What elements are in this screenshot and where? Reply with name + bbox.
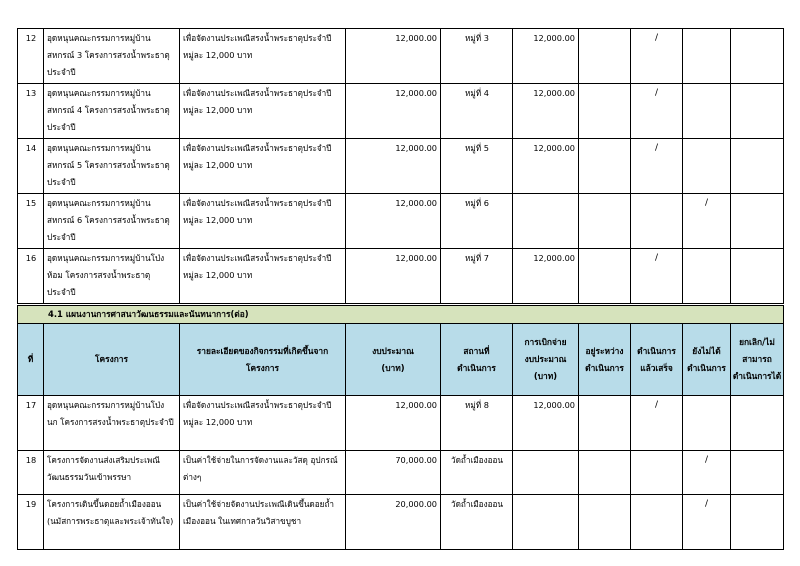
cell-done <box>631 194 683 249</box>
cell-not-started <box>683 396 731 451</box>
cell-not-started <box>683 29 731 84</box>
cell-disbursed <box>513 451 579 495</box>
section-title: 4.1 แผนงานการศาสนาวัฒนธรรมและนันทนาการ(ต่อ) <box>18 306 784 324</box>
cell-project: โครงการเดินขึ้นดอยถ้ำเมืองออน (นมัสการพระธาตุและพระเจ้าทันใจ) <box>44 495 180 550</box>
cell-disbursed: 12,000.00 <box>513 84 579 139</box>
cell-cancelled <box>731 194 784 249</box>
header-place: สถานที่ ดำเนินการ <box>441 324 513 396</box>
cell-disbursed: 12,000.00 <box>513 29 579 84</box>
cell-place: หมู่ที่ 4 <box>441 84 513 139</box>
cell-in-progress <box>579 84 631 139</box>
cell-in-progress <box>579 495 631 550</box>
cell-no: 13 <box>18 84 44 139</box>
cell-in-progress <box>579 29 631 84</box>
cell-not-started <box>683 139 731 194</box>
table-row <box>18 396 784 451</box>
cell-not-started <box>683 84 731 139</box>
table-row <box>18 495 784 550</box>
header-in-progress: อยู่ระหว่าง ดำเนินการ <box>579 324 631 396</box>
cell-cancelled <box>731 84 784 139</box>
table-row <box>18 194 784 249</box>
header-done: ดำเนินการ แล้วเสร็จ <box>631 324 683 396</box>
cell-project: อุดหนุนคณะกรรมการหมู่บ้านโป่ง ห้อม โครงการสรงน้ำพระธาตุ ประจำปี <box>44 249 180 304</box>
header-disbursed: การเบิกจ่าย งบประมาณ (บาท) <box>513 324 579 396</box>
cell-cancelled <box>731 29 784 84</box>
cell-budget: 12,000.00 <box>346 29 441 84</box>
cell-place: วัดถ้ำเมืองออน <box>441 451 513 495</box>
cell-detail: เพื่อจัดงานประเพณีสรงน้ำพระธาตุประจำปี หมู่ละ 12,000 บาท <box>180 249 346 304</box>
table-row <box>18 29 784 84</box>
cell-detail: เพื่อจัดงานประเพณีสรงน้ำพระธาตุประจำปี หมู่ละ 12,000 บาท <box>180 396 346 451</box>
project-table-continued <box>17 28 784 304</box>
cell-in-progress <box>579 451 631 495</box>
cell-cancelled <box>731 139 784 194</box>
cell-budget: 12,000.00 <box>346 84 441 139</box>
cell-project: โครงการจัดงานส่งเสริมประเพณี วัฒนธรรมวันเข้าพรรษา <box>44 451 180 495</box>
cell-cancelled <box>731 249 784 304</box>
table-row <box>18 139 784 194</box>
header-project: โครงการ <box>44 324 180 396</box>
cell-no: 15 <box>18 194 44 249</box>
cell-place: วัดถ้ำเมืองออน <box>441 495 513 550</box>
cell-disbursed <box>513 495 579 550</box>
cell-budget: 12,000.00 <box>346 249 441 304</box>
header-budget: งบประมาณ (บาท) <box>346 324 441 396</box>
cell-no: 12 <box>18 29 44 84</box>
cell-place: หมู่ที่ 7 <box>441 249 513 304</box>
cell-place: หมู่ที่ 3 <box>441 29 513 84</box>
cell-place: หมู่ที่ 5 <box>441 139 513 194</box>
cell-done: / <box>631 249 683 304</box>
cell-no: 19 <box>18 495 44 550</box>
cell-done <box>631 451 683 495</box>
cell-done <box>631 495 683 550</box>
table-row <box>18 249 784 304</box>
cell-not-started <box>683 249 731 304</box>
cell-disbursed <box>513 194 579 249</box>
project-table-section <box>17 305 784 550</box>
cell-detail: เป็นค่าใช้จ่ายในการจัดงานและวัสดุ อุปกรณ์ ต่างๆ <box>180 451 346 495</box>
cell-done: / <box>631 139 683 194</box>
cell-no: 16 <box>18 249 44 304</box>
cell-budget: 20,000.00 <box>346 495 441 550</box>
cell-disbursed: 12,000.00 <box>513 139 579 194</box>
cell-cancelled <box>731 495 784 550</box>
cell-disbursed: 12,000.00 <box>513 249 579 304</box>
cell-cancelled <box>731 396 784 451</box>
cell-project: อุดหนุนคณะกรรมการหมู่บ้าน สหกรณ์ 6 โครงการสรงน้ำพระธาตุ ประจำปี <box>44 194 180 249</box>
header-cancelled: ยกเลิก/ไม่ สามารถ ดำเนินการได้ <box>731 324 784 396</box>
cell-in-progress <box>579 139 631 194</box>
cell-cancelled <box>731 451 784 495</box>
cell-no: 14 <box>18 139 44 194</box>
cell-project: อุดหนุนคณะกรรมการหมู่บ้าน สหกรณ์ 3 โครงการสรงน้ำพระธาตุ ประจำปี <box>44 29 180 84</box>
table-row <box>18 451 784 495</box>
cell-done: / <box>631 29 683 84</box>
cell-done: / <box>631 396 683 451</box>
cell-detail: เป็นค่าใช้จ่ายจัดงานประเพณีเดินขึ้นดอยถ้ำ เมืองออน ในเทศกาลวันวิสาขบูชา <box>180 495 346 550</box>
cell-detail: เพื่อจัดงานประเพณีสรงน้ำพระธาตุประจำปี หมู่ละ 12,000 บาท <box>180 29 346 84</box>
cell-not-started: / <box>683 194 731 249</box>
cell-no: 17 <box>18 396 44 451</box>
cell-no: 18 <box>18 451 44 495</box>
cell-budget: 12,000.00 <box>346 396 441 451</box>
cell-detail: เพื่อจัดงานประเพณีสรงน้ำพระธาตุประจำปี หมู่ละ 12,000 บาท <box>180 194 346 249</box>
cell-in-progress <box>579 194 631 249</box>
cell-detail: เพื่อจัดงานประเพณีสรงน้ำพระธาตุประจำปี หมู่ละ 12,000 บาท <box>180 84 346 139</box>
table-header-row <box>18 324 784 396</box>
cell-budget: 70,000.00 <box>346 451 441 495</box>
cell-project: อุดหนุนคณะกรรมการหมู่บ้าน สหกรณ์ 5 โครงการสรงน้ำพระธาตุ ประจำปี <box>44 139 180 194</box>
cell-budget: 12,000.00 <box>346 139 441 194</box>
cell-budget: 12,000.00 <box>346 194 441 249</box>
cell-detail: เพื่อจัดงานประเพณีสรงน้ำพระธาตุประจำปี หมู่ละ 12,000 บาท <box>180 139 346 194</box>
cell-disbursed: 12,000.00 <box>513 396 579 451</box>
cell-not-started: / <box>683 451 731 495</box>
cell-project: อุดหนุนคณะกรรมการหมู่บ้าน สหกรณ์ 4 โครงการสรงน้ำพระธาตุ ประจำปี <box>44 84 180 139</box>
table-row <box>18 84 784 139</box>
header-detail: รายละเอียดของกิจกรรมที่เกิดขึ้นจาก โครงการ <box>180 324 346 396</box>
header-not-started: ยังไม่ได้ ดำเนินการ <box>683 324 731 396</box>
header-no: ที่ <box>18 324 44 396</box>
cell-place: หมู่ที่ 6 <box>441 194 513 249</box>
cell-place: หมู่ที่ 8 <box>441 396 513 451</box>
section-row <box>18 306 784 324</box>
cell-in-progress <box>579 249 631 304</box>
cell-project: อุดหนุนคณะกรรมการหมู่บ้านโป่ง นก โครงการสรงน้ำพระธาตุประจำปี <box>44 396 180 451</box>
cell-in-progress <box>579 396 631 451</box>
cell-not-started: / <box>683 495 731 550</box>
cell-done: / <box>631 84 683 139</box>
